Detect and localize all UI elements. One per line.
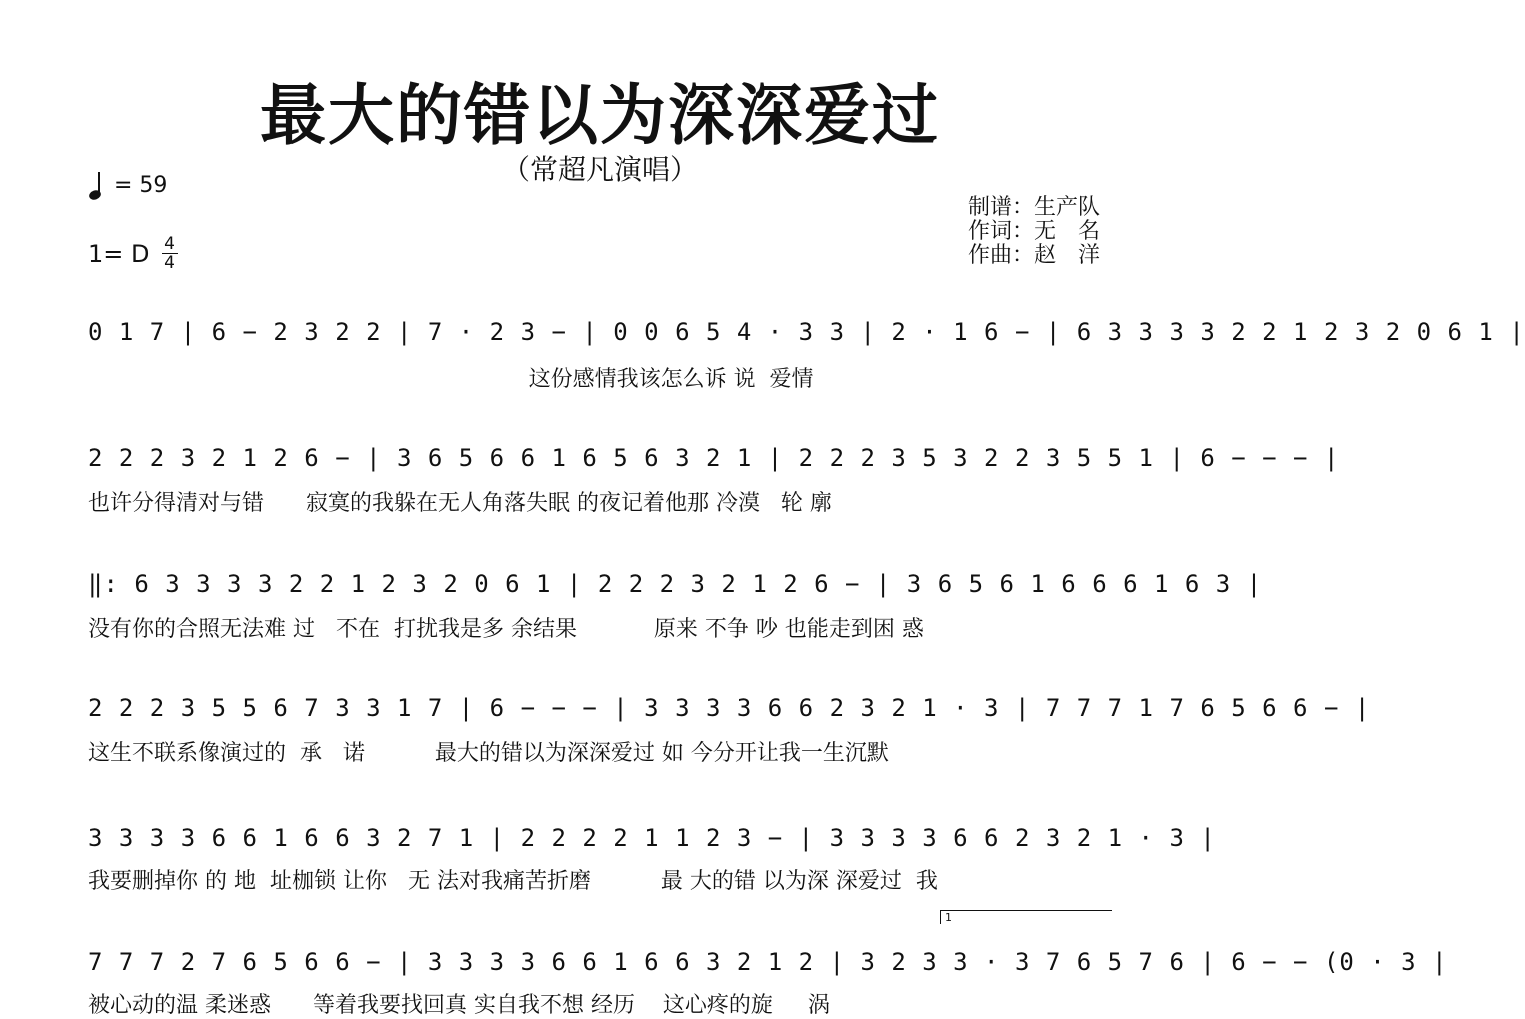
notation-line-4: 2 2 2 3 5 5 6 7 3 3 1 7 | 6 − − − | 3 3 3 3 6 6 2 3 2 1 · 3 | 7 7 7 1 7 6 5 6 6 − | [88,694,1371,722]
credit-value: 生产队 [1034,195,1101,220]
time-signature [162,236,178,271]
credits [968,196,1100,268]
tempo-marking [88,170,167,200]
volta-bracket [940,910,1112,924]
lyrics-line-5: 我要删掉你 的 地 址枷锁 让你 无 法对我痛苦折磨 最 大的错 以为深 深爱过 我 [88,869,938,894]
notation-line-3: ‖: 6 3 3 3 3 2 2 1 2 3 2 0 6 1 | 2 2 2 3 2 1 2 6 − | 3 6 5 6 1 6 6 6 1 6 3 | [88,570,1263,598]
tempo-value: = 59 [114,172,168,198]
credit-composer [968,244,1100,268]
credit-lyricist [968,220,1100,244]
credit-value: 赵 洋 [1034,243,1101,268]
quarter-note-icon [88,170,102,200]
volta-label: 1 [945,911,952,924]
notation-line-2: 2 2 2 3 2 1 2 6 − | 3 6 5 6 6 1 6 5 6 3 2 1 | 2 2 2 3 5 3 2 2 3 5 5 1 | 6 − − − | [88,444,1340,472]
notation-line-5: 3 3 3 3 6 6 1 6 6 3 2 7 1 | 2 2 2 2 1 1 2 3 − | 3 3 3 3 6 6 2 3 2 1 · 3 | [88,824,1216,852]
credit-label: 作曲： [968,243,1035,268]
page-subtitle: （常超凡演唱） [501,153,698,186]
lyrics-line-3: 没有你的合照无法难 过 不在 打扰我是多 余结果 原来 不争 吵 也能走到困 惑 [88,617,924,642]
credit-arranger [968,196,1100,220]
time-sig-top: 4 [164,234,175,254]
lyrics-line-6: 被心动的温 柔迷惑 等着我要找回真 实自我不想 经历 这心疼的旋 涡 [88,993,830,1018]
credit-label: 作词： [968,219,1035,244]
lyrics-line-2: 也许分得清对与错 寂寞的我躲在无人角落失眠 的夜记着他那 冷漠 轮 廓 [88,491,832,516]
page-title: 最大的错以为深深爱过 [260,77,940,154]
credit-label: 制谱： [968,195,1035,220]
notation-line-1: 0 1 7 | 6 − 2 3 2 2 | 7 · 2 3 − | 0 0 6 5 4 · 3 3 | 2 · 1 6 − | 6 3 3 3 3 2 2 1 2 3 2 0 6 1 | [88,318,1525,346]
credit-value: 无 名 [1034,219,1101,244]
key-label: 1= D [88,239,150,268]
key-signature [88,236,178,271]
lyrics-line-1: 这份感情我该怎么诉 说 爱情 [88,367,814,392]
time-sig-bottom: 4 [164,253,175,273]
notation-line-6: 7 7 7 2 7 6 5 6 6 − | 3 3 3 3 6 6 1 6 6 3 2 1 2 | 3 2 3 3 · 3 7 6 5 7 6 | 6 − − (0 · 3 | [88,948,1448,976]
lyrics-line-4: 这生不联系像演过的 承 诺 最大的错以为深深爱过 如 今分开让我一生沉默 [88,741,889,766]
